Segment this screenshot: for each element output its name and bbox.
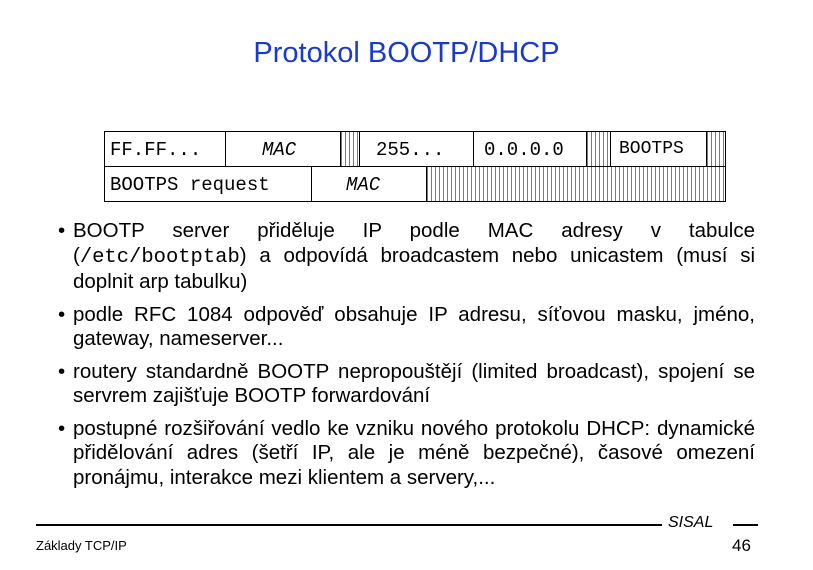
hatched-field xyxy=(340,131,360,167)
src-ip-text: 0.0.0.0 xyxy=(484,139,564,161)
bullet-dot: • xyxy=(58,219,66,242)
bullet-dot: • xyxy=(58,416,66,440)
request-text: BOOTPS request xyxy=(110,174,270,196)
slide-title: Protokol BOOTP/DHCP xyxy=(253,37,560,69)
footer-rule-right xyxy=(733,524,758,526)
src-mac-text: MAC xyxy=(262,139,297,161)
bullet-list xyxy=(58,219,755,498)
dest-mac-text: FF.FF... xyxy=(110,139,202,161)
list-item: • podle RFC 1084 odpověď obsahuje IP adresu, síťovou masku, jméno, gateway, nameserver... xyxy=(58,302,755,350)
dest-port-text: BOOTPS xyxy=(619,139,684,159)
bullet-dot: • xyxy=(58,302,66,326)
footer-course-name: Základy TCP/IP xyxy=(36,538,127,553)
list-item: • routery standardně BOOTP nepropouštějí (limited broadcast), spojení se servrem zajišťuje BOOTP forwardování xyxy=(58,359,755,407)
src-ip-field xyxy=(473,131,587,167)
request-field xyxy=(104,166,312,202)
list-item: • postupné rozšiřování vedlo ke vzniku nového protokolu DHCP: dynamické přidělování adres (šetří IP, ale je méně bezpečné), časové omezení pronájmu, interakce mezi klientem a servery,... xyxy=(58,416,755,489)
bullet-dot: • xyxy=(58,359,66,383)
hatched-field xyxy=(706,131,726,167)
dest-ip-text: 255... xyxy=(376,139,445,161)
client-mac-text: MAC xyxy=(346,174,381,196)
footer-brand: SISAL xyxy=(668,514,714,531)
dest-mac-field xyxy=(104,131,226,167)
page-number: 46 xyxy=(732,536,751,555)
footer-rule-left xyxy=(36,524,662,526)
dest-port-field xyxy=(610,131,707,167)
src-mac-field xyxy=(225,131,341,167)
client-mac-field xyxy=(311,166,427,202)
code-path: /etc/bootptab xyxy=(79,245,240,269)
list-item: • BOOTP server přiděluje IP podle MAC adresy v tabulce (/etc/bootptab) a odpovídá broadcastem nebo unicastem (musí si doplnit arp tabulku) xyxy=(58,219,755,293)
dest-ip-field xyxy=(359,131,474,167)
hatched-field xyxy=(586,131,611,167)
hatched-field xyxy=(426,166,726,202)
packet-diagram xyxy=(0,0,813,210)
